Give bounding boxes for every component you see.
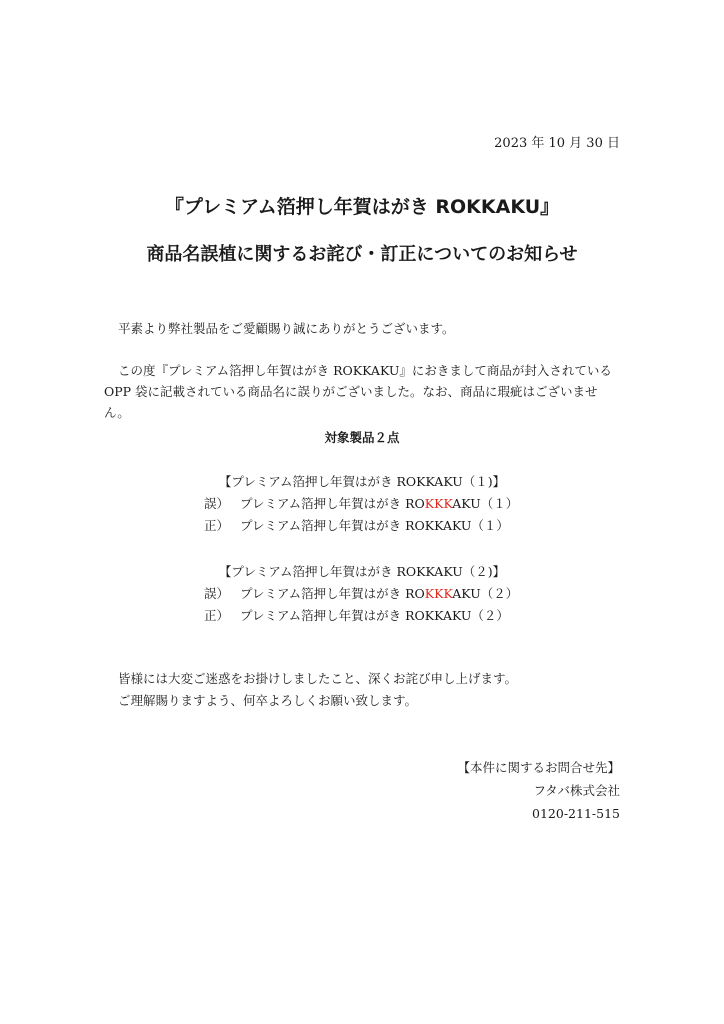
contact-heading: 【本件に関するお問合せ先】 xyxy=(457,760,620,775)
product-group-2 xyxy=(0,560,724,627)
correct-label: 正） xyxy=(204,518,230,533)
contact-block xyxy=(457,756,620,825)
typo-highlight: KKK xyxy=(424,586,453,601)
product-header: 【プレミアム箔押し年賀はがき ROKKAKU（２)】 xyxy=(218,564,506,579)
name-prefix: プレミアム箔押し年賀はがき RO xyxy=(240,586,425,601)
name-middle: KK xyxy=(424,608,443,623)
name-suffix: AKU（１） xyxy=(442,518,509,533)
name-prefix: プレミアム箔押し年賀はがき RO xyxy=(240,496,425,511)
typo-highlight: KKK xyxy=(424,496,453,511)
correct-product-name xyxy=(240,515,509,537)
correct-product-name xyxy=(240,605,509,627)
wrong-row xyxy=(0,583,724,605)
title-notice-subject: 商品名誤植に関するお詫び・訂正についてのお知らせ xyxy=(146,244,578,265)
title-product-name: 『プレミアム箔押し年賀はがき ROKKAKU』 xyxy=(164,196,560,218)
wrong-product-name xyxy=(240,583,518,605)
name-prefix: プレミアム箔押し年賀はがき RO xyxy=(240,518,425,533)
notice-line-2: OPP 袋に記載されている商品名に誤りがございました。なお、商品に瑕疵はございませ xyxy=(104,384,598,399)
notice-line-3: ん。 xyxy=(104,405,130,420)
closing-line-2: ご理解賜りますよう、何卒よろしくお願い致します。 xyxy=(118,693,418,708)
document-date: 2023 年 10 月 30 日 xyxy=(494,136,620,151)
contact-phone: 0120-211-515 xyxy=(532,806,620,821)
contact-company: フタバ株式会社 xyxy=(533,783,620,798)
target-products-label: 対象製品２点 xyxy=(324,430,400,445)
greeting-paragraph: 平素より弊社製品をご愛顧賜り誠にありがとうございます。 xyxy=(118,321,455,336)
name-suffix: AKU（１） xyxy=(452,496,519,511)
name-suffix: AKU（２） xyxy=(452,586,519,601)
notice-line-1: この度『プレミアム箔押し年賀はがき ROKKAKU』におきまして商品が封入されている xyxy=(118,363,612,378)
name-suffix: AKU（２） xyxy=(442,608,509,623)
wrong-label: 誤） xyxy=(204,496,230,511)
wrong-product-name xyxy=(240,493,518,515)
correct-label: 正） xyxy=(204,608,230,623)
wrong-row xyxy=(0,493,724,515)
correct-row xyxy=(0,515,724,537)
name-prefix: プレミアム箔押し年賀はがき RO xyxy=(240,608,425,623)
notice-paragraph xyxy=(104,360,628,423)
correct-row xyxy=(0,605,724,627)
closing-paragraph xyxy=(118,668,517,712)
wrong-label: 誤） xyxy=(204,586,230,601)
product-header: 【プレミアム箔押し年賀はがき ROKKAKU（１)】 xyxy=(218,474,506,489)
name-middle: KK xyxy=(424,518,443,533)
product-group-1 xyxy=(0,470,724,537)
closing-line-1: 皆様には大変ご迷惑をお掛けしましたこと、深くお詫び申し上げます。 xyxy=(118,671,518,686)
